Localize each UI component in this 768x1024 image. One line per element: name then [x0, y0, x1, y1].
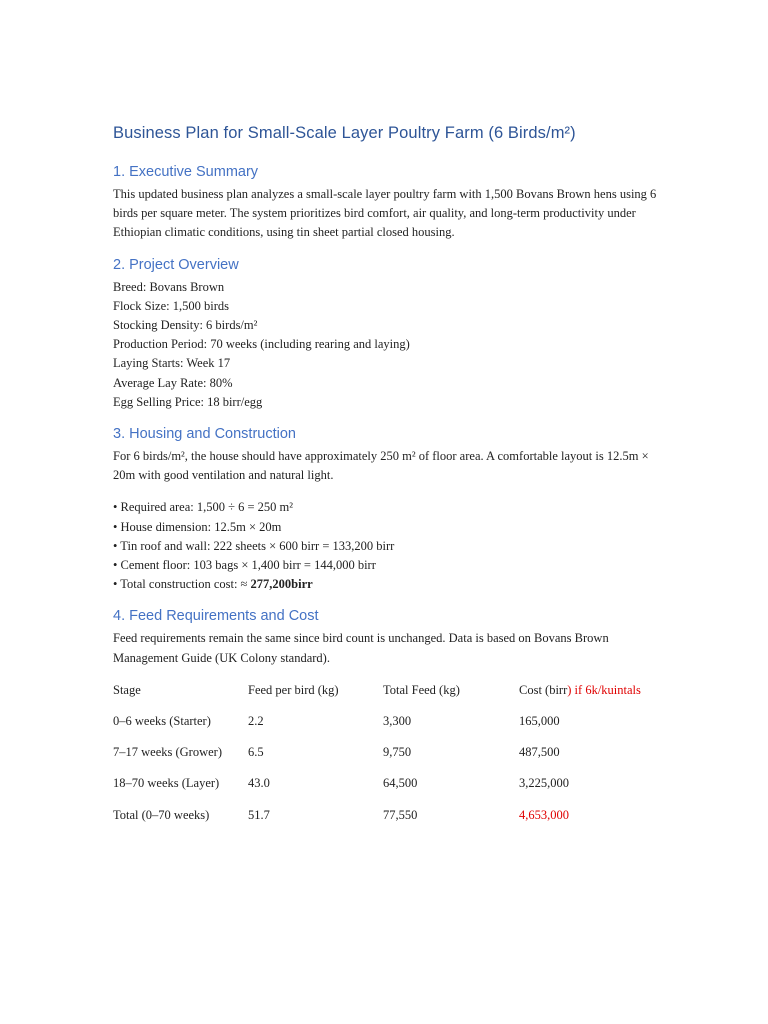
housing-bullet-list: [113, 498, 673, 594]
cell-cost: 487,500: [519, 745, 560, 760]
project-overview-heading: 2. Project Overview: [113, 256, 239, 273]
feed-heading: 4. Feed Requirements and Cost: [113, 608, 319, 625]
housing-total-label: • Total construction cost: ≈: [113, 577, 251, 592]
executive-summary-section: [113, 162, 673, 243]
overview-line: Flock Size: 1,500 birds: [113, 298, 229, 313]
feed-table-header-row: [113, 681, 649, 712]
cell-total-feed: 9,750: [383, 745, 412, 760]
overview-line: Stocking Density: 6 birds/m²: [113, 318, 258, 333]
housing-section: [113, 424, 673, 594]
overview-line: Average Lay Rate: 80%: [113, 375, 233, 390]
feed-text: Feed requirements remain the same since bird count is unchanged. Data is based on Bovans Brown Management Guide (UK Colony standard).: [113, 631, 609, 665]
project-overview-list: [113, 278, 673, 412]
overview-line: Egg Selling Price: 18 birr/egg: [113, 394, 263, 409]
cell-cost: 3,225,000: [519, 776, 569, 791]
header-cost: [519, 681, 649, 712]
table-row: [113, 774, 649, 805]
table-row: [113, 743, 649, 774]
cell-cost: 165,000: [519, 714, 560, 729]
housing-bullet: • Required area: 1,500 ÷ 6 = 250 m²: [113, 500, 293, 515]
housing-total-value: 277,200birr: [250, 577, 313, 592]
overview-line: Breed: Bovans Brown: [113, 279, 225, 294]
housing-heading: 3. Housing and Construction: [113, 426, 296, 443]
cell-feed-per-bird: 51.7: [248, 807, 270, 822]
header-stage: Stage: [113, 682, 141, 697]
cell-feed-per-bird: 43.0: [248, 776, 270, 791]
cell-total-feed: 3,300: [383, 714, 412, 729]
cell-stage: 7–17 weeks (Grower): [113, 745, 222, 760]
table-row: [113, 712, 649, 743]
header-total-feed: Total Feed (kg): [383, 682, 460, 697]
executive-summary-text: This updated business plan analyzes a small-scale layer poultry farm with 1,500 Bovans Brown hens using 6 birds per square meter. The system prioritizes bird comfort, air quality, and long-term productivity under Ethiopian climatic conditions, using tin sheet partial closed housing.: [113, 187, 657, 240]
project-overview-section: [113, 255, 673, 412]
housing-text: For 6 birds/m², the house should have approximately 250 m² of floor area. A comfortable layout is 12.5m × 20m with good ventilation and natural light.: [113, 449, 649, 483]
executive-summary-heading: 1. Executive Summary: [113, 164, 259, 180]
header-cost-label: Cost (birr: [519, 682, 568, 697]
housing-bullet: • Tin roof and wall: 222 sheets × 600 birr = 133,200 birr: [113, 538, 395, 553]
document-page: [113, 122, 673, 837]
overview-line: Laying Starts: Week 17: [113, 356, 231, 371]
cell-feed-per-bird: 2.2: [248, 714, 264, 729]
header-cost-note: ) if 6k/kuintals: [567, 682, 641, 697]
cell-stage: 18–70 weeks (Layer): [113, 776, 220, 791]
cell-stage: Total (0–70 weeks): [113, 807, 210, 822]
table-total-row: [113, 806, 649, 825]
housing-bullet: • Cement floor: 103 bags × 1,400 birr = 144,000 birr: [113, 558, 376, 573]
cell-cost-total: 4,653,000: [519, 807, 569, 822]
cell-total-feed: 64,500: [383, 776, 418, 791]
housing-bullet: • House dimension: 12.5m × 20m: [113, 519, 282, 534]
header-feed-per-bird: Feed per bird (kg): [248, 682, 339, 697]
cell-total-feed: 77,550: [383, 807, 418, 822]
cell-stage: 0–6 weeks (Starter): [113, 714, 211, 729]
feed-table: [113, 681, 649, 825]
document-title: Business Plan for Small-Scale Layer Poultry Farm (6 Birds/m²): [113, 124, 576, 142]
feed-section: [113, 606, 673, 824]
housing-total-bullet: [113, 575, 673, 594]
cell-feed-per-bird: 6.5: [248, 745, 264, 760]
overview-line: Production Period: 70 weeks (including rearing and laying): [113, 337, 410, 352]
